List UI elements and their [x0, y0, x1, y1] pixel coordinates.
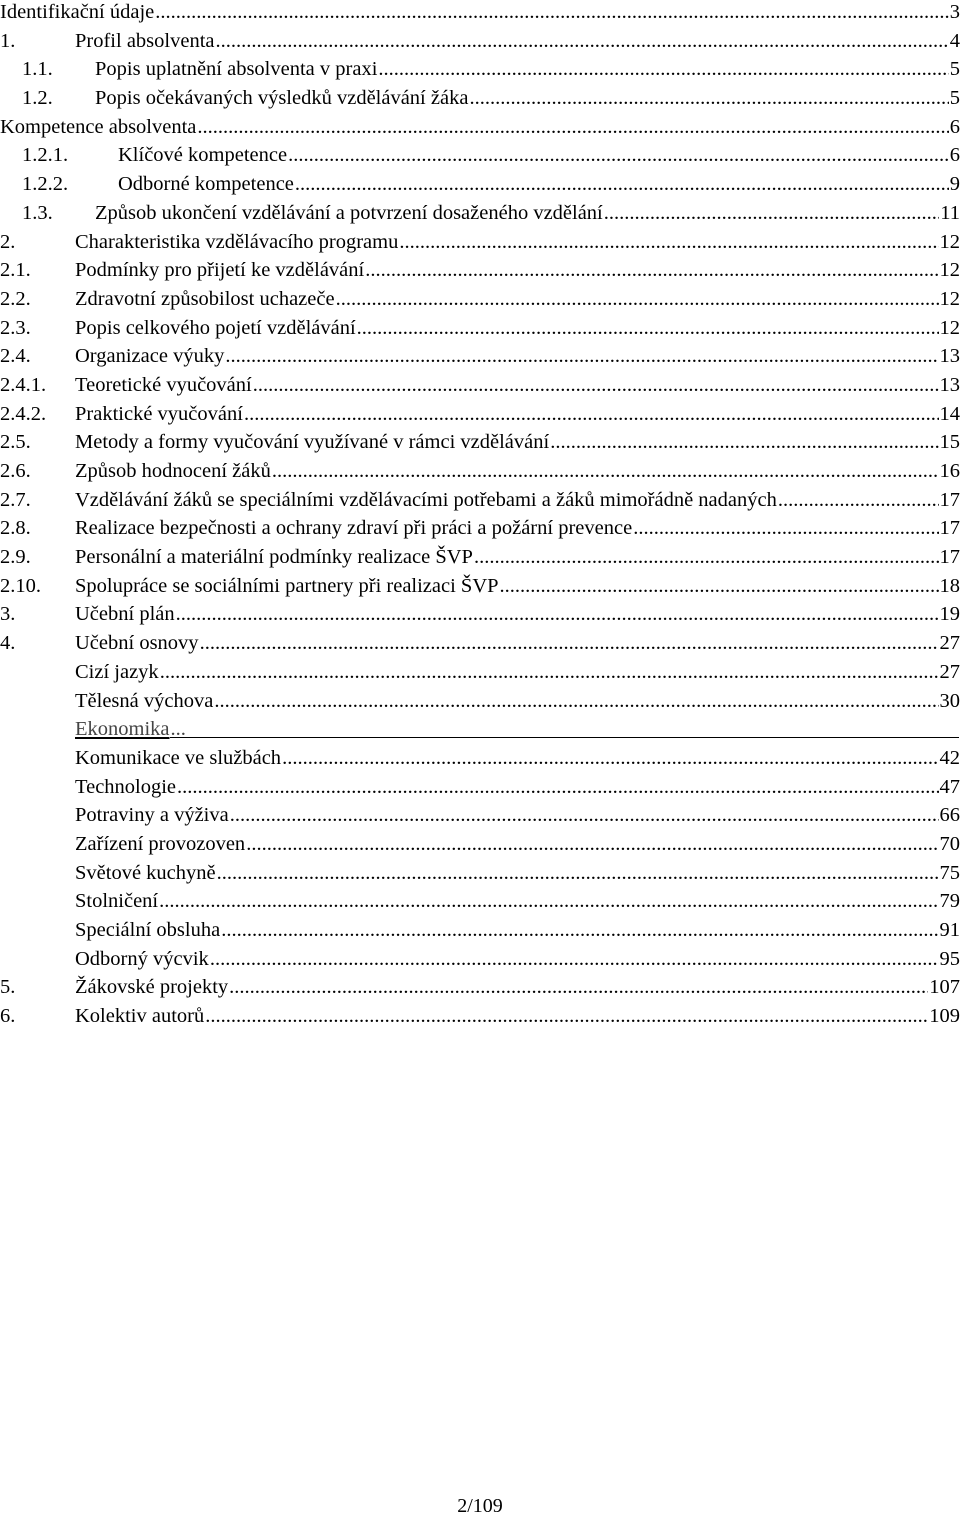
toc-entry-title: Popis očekávaných výsledků vzdělávání žáka: [95, 87, 469, 110]
toc-entry-number: 2.8.: [0, 517, 31, 540]
toc-leader-dots: [245, 830, 938, 859]
toc-entry-number: 2.2.: [0, 287, 31, 310]
toc-leader-dots: [216, 859, 939, 888]
toc-entry[interactable]: [0, 27, 960, 56]
toc-entry-title: Odborné kompetence: [118, 173, 294, 196]
toc-entry[interactable]: [0, 830, 960, 859]
toc-entry-page: 47: [939, 775, 960, 798]
toc-entry[interactable]: [0, 773, 960, 802]
toc-entry-number: 1.2.1.: [22, 144, 69, 167]
toc-entry[interactable]: [0, 84, 960, 113]
toc-entry-page: 3: [949, 1, 960, 23]
toc-leader-dots: [294, 170, 949, 199]
toc-entry-number: 4.: [0, 632, 16, 655]
toc-entry-title: Ekonomika: [75, 718, 170, 741]
toc-entry-page: 12: [939, 259, 960, 282]
toc-entry-page: 17: [939, 546, 960, 569]
toc-entry[interactable]: [0, 342, 960, 371]
toc-entry[interactable]: [0, 916, 960, 945]
toc-entry-page: 12: [939, 230, 960, 253]
toc-entry[interactable]: [0, 715, 960, 744]
toc-entry-number: 2.7.: [0, 488, 31, 511]
toc-entry-page: 30: [939, 689, 960, 712]
toc-entry-title: Potraviny a výživa: [75, 804, 229, 827]
toc-entry-page: 13: [939, 345, 960, 368]
toc-entry[interactable]: [0, 801, 960, 830]
toc-entry-title: Stolničení: [75, 890, 159, 913]
toc-entry-page: 42: [939, 746, 960, 769]
toc-entry-number: 2.5.: [0, 431, 31, 454]
toc-leader-dots: [603, 199, 939, 228]
toc-entry-title: Praktické vyučování: [75, 402, 243, 425]
toc-entry-page: 15: [939, 431, 960, 454]
toc-entry[interactable]: [0, 859, 960, 888]
toc-entry-number: 2.4.2.: [0, 402, 47, 425]
toc-leader-dots: [196, 113, 948, 142]
toc-entry[interactable]: [0, 457, 960, 486]
toc-entry-title: Učební osnovy: [75, 632, 199, 655]
toc-leader-dots: [213, 687, 938, 716]
toc-entry-number: 2.3.: [0, 316, 31, 339]
toc-entry-title: Profil absolventa: [75, 29, 215, 52]
toc-entry-page: 95: [939, 947, 960, 970]
toc-entry-title: Kompetence absolventa: [0, 115, 197, 138]
toc-leader-dots: [252, 371, 939, 400]
toc-entry-page: 18: [939, 574, 960, 597]
toc-leader-dots: [398, 228, 938, 257]
toc-leader-dots: [243, 400, 939, 429]
toc-leader-dots: [777, 486, 939, 515]
toc-leader-dots: [364, 256, 938, 285]
toc-leader-dots: [281, 744, 938, 773]
toc-entry-number: 5.: [0, 976, 16, 999]
toc-leader-dots: [154, 0, 948, 27]
toc-entry[interactable]: [0, 744, 960, 773]
toc-entry[interactable]: [0, 543, 960, 572]
toc-entry-title: Zdravotní způsobilost uchazeče: [75, 287, 335, 310]
toc-leader-dots: [204, 1002, 928, 1031]
toc-entry-title: Popis uplatnění absolventa v praxi: [95, 58, 378, 81]
toc-entry[interactable]: [0, 256, 960, 285]
toc-entry[interactable]: [0, 973, 960, 1002]
toc-entry[interactable]: [0, 514, 960, 543]
toc-entry-title: Kolektiv autorů: [75, 1005, 205, 1028]
toc-entry-page: 75: [939, 861, 960, 884]
toc-entry[interactable]: [0, 113, 960, 142]
toc-entry-title: Speciální obsluha: [75, 919, 221, 941]
page-number-footer: 2/109: [457, 1495, 503, 1517]
toc-entry-title: Způsob hodnocení žáků: [75, 460, 271, 482]
toc-entry-page: 6: [949, 115, 960, 138]
toc-entry-title: Teoretické vyučování: [75, 373, 252, 396]
toc-entry-title: Zařízení provozoven: [75, 832, 246, 855]
toc-entry-number: 1.2.2.: [22, 173, 69, 196]
toc-entry-title: Metody a formy vyučování využívané v rámci vzdělávání: [75, 431, 550, 454]
toc-leader-dots: [229, 801, 939, 830]
toc-entry-page: 17: [939, 517, 960, 540]
toc-leader-dots: [175, 600, 939, 629]
toc-entry-number: 1.1.: [22, 58, 53, 81]
toc-leader-dots: [499, 572, 939, 601]
toc-entry-number: 2.: [0, 230, 16, 253]
toc-entry[interactable]: [0, 141, 960, 170]
toc-leader-dots: [199, 629, 939, 658]
toc-entry[interactable]: [0, 55, 960, 84]
toc-entry[interactable]: [0, 228, 960, 257]
toc-entry-page: 12: [939, 316, 960, 339]
toc-entry-page: 11: [940, 201, 960, 224]
toc-entry-page: 70: [939, 832, 960, 855]
toc-entry[interactable]: [0, 658, 960, 687]
toc-leader-dots: [287, 141, 949, 170]
toc-entry-page: 6: [949, 144, 960, 167]
toc-entry[interactable]: [0, 428, 960, 457]
toc-entry-page: 109: [929, 1005, 960, 1028]
toc-entry-number: 2.10.: [0, 574, 41, 597]
toc-entry-title: Technologie: [75, 775, 177, 798]
toc-entry-title: Tělesná výchova: [75, 689, 214, 712]
toc-entry-title: Vzdělávání žáků se speciálními vzdělávacími potřebami a žáků mimořádně nadaných: [75, 488, 777, 511]
toc-entry-title: Cizí jazyk: [75, 660, 159, 683]
toc-entry-page: 107: [929, 976, 960, 999]
toc-entry-title: Spolupráce se sociálními partnery při realizaci ŠVP: [75, 574, 499, 597]
toc-entry[interactable]: [0, 371, 960, 400]
toc-leader-dots: [215, 27, 949, 56]
toc-entry-page: 91: [939, 919, 960, 941]
toc-entry-title: Odborný výcvik: [75, 947, 209, 970]
toc-leader-dots: [170, 715, 959, 738]
toc-entry-title: Komunikace ve službách: [75, 746, 282, 769]
toc-entry-page: 4: [949, 29, 960, 52]
toc-entry[interactable]: [0, 314, 960, 343]
toc-entry-number: 1.: [0, 29, 16, 52]
toc-leader-dots: [468, 84, 948, 113]
toc-entry[interactable]: [0, 400, 960, 429]
toc-entry-number: 2.9.: [0, 546, 31, 569]
toc-leader-dots: [220, 916, 938, 945]
toc-leader-dots: [377, 55, 948, 84]
toc-entry-title: Charakteristika vzdělávacího programu: [75, 230, 399, 253]
toc-leader-dots: [158, 887, 938, 916]
toc-entry[interactable]: [0, 600, 960, 629]
toc-leader-dots: [209, 945, 939, 974]
toc-entry-page: 66: [939, 804, 960, 827]
toc-entry-title: Učební plán: [75, 603, 175, 626]
toc-leader-dots: [159, 658, 939, 687]
toc-leader-dots: [335, 285, 939, 314]
toc-entry-page: 17: [939, 488, 960, 511]
toc-entry-number: 2.4.: [0, 345, 31, 368]
toc-entry-number: 1.3.: [22, 201, 53, 224]
toc-entry-page: 12: [939, 287, 960, 310]
toc-entry[interactable]: [0, 199, 960, 228]
toc-entry-title: Způsob ukončení vzdělávání a potvrzení dosaženého vzdělání: [95, 201, 603, 224]
toc-entry-title: Popis celkového pojetí vzdělávání: [75, 316, 356, 339]
toc-entry[interactable]: [0, 687, 960, 716]
toc-entry[interactable]: [0, 572, 960, 601]
toc-leader-dots: [176, 773, 938, 802]
toc-entry-page: 27: [939, 660, 960, 683]
toc-entry-page: 13: [939, 373, 960, 396]
toc-entry-page: 16: [939, 460, 960, 482]
toc-leader-dots: [549, 428, 938, 457]
toc-leader-dots: [473, 543, 939, 572]
toc-entry-page: 5: [949, 87, 960, 110]
toc-entry-number: 2.4.1.: [0, 373, 47, 396]
toc-entry-number: 2.1.: [0, 259, 31, 282]
toc-entry[interactable]: [0, 1002, 960, 1031]
toc-entry-page: 5: [949, 58, 960, 81]
toc-entry-title: Klíčové kompetence: [118, 144, 288, 167]
toc-entry[interactable]: [0, 887, 960, 916]
toc-entry-page: 27: [939, 632, 960, 655]
toc-entry[interactable]: [0, 0, 960, 27]
toc-entry-page: 14: [939, 402, 960, 425]
toc-entry-title: Žákovské projekty: [75, 976, 229, 999]
toc-entry[interactable]: [0, 486, 960, 515]
toc-entry-number: 2.6.: [0, 460, 31, 482]
toc-leader-dots: [356, 314, 939, 343]
toc-entry-title: Organizace výuky: [75, 345, 225, 368]
toc-entry-title: Světové kuchyně: [75, 861, 216, 884]
toc-entry-number: 6.: [0, 1005, 16, 1028]
toc-entry[interactable]: [0, 170, 960, 199]
toc-leader-dots: [228, 973, 928, 1002]
toc-entry-number: 1.2.: [22, 87, 53, 110]
toc-entry[interactable]: [0, 285, 960, 314]
toc-entry-title: Podmínky pro přijetí ke vzdělávání: [75, 259, 365, 282]
toc-entry-title: Identifikační údaje: [0, 1, 155, 23]
toc-entry-number: 3.: [0, 603, 16, 626]
toc-entry-page: 79: [939, 890, 960, 913]
toc-leader-dots: [632, 514, 938, 543]
toc-entry-page: 19: [939, 603, 960, 626]
toc-entry-title: Realizace bezpečnosti a ochrany zdraví při práci a požární prevence: [75, 517, 633, 540]
toc-entry[interactable]: [0, 629, 960, 658]
toc-leader-dots: [271, 457, 939, 486]
toc-leader-dots: [224, 342, 938, 371]
toc-entry[interactable]: [0, 945, 960, 974]
toc-entry-page: 9: [949, 173, 960, 196]
toc-entry-title: Personální a materiální podmínky realizace ŠVP: [75, 546, 473, 569]
